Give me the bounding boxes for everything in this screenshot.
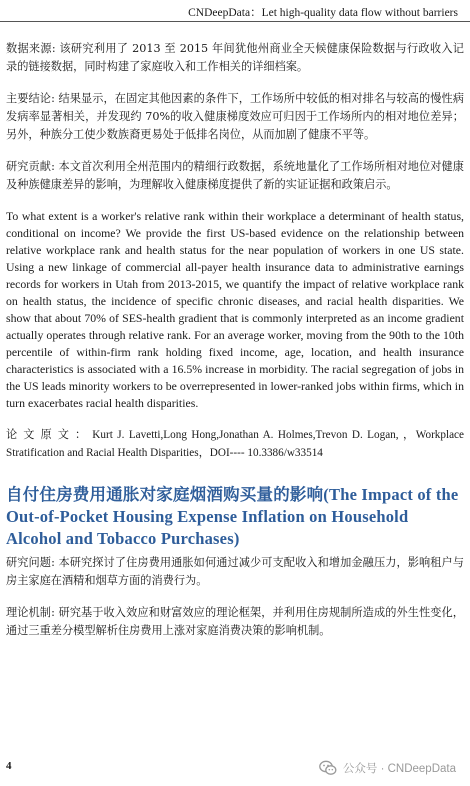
watermark <box>319 760 456 776</box>
header-divider <box>0 21 470 22</box>
wechat-icon <box>319 760 337 776</box>
citation-paragraph: 论 文 原 文 ： Kurt J. Lavetti,Long Hong,Jonathan A. Holmes,Trevon D. Logan, ，Workplace Stratification and Racial Health Disparities，DOI---- 10.3386/w33514 <box>6 429 464 459</box>
page-content <box>6 40 464 654</box>
page-number: 4 <box>6 760 12 772</box>
main-conclusion-paragraph: 主要结论: 结果显示，在固定其他因素的条件下，工作场所中较低的相对排名与较高的慢性病发病率显著相关，并发现约 70%的收入健康梯度效应可归因于工作场所内的相对地位差异；另外，种族分工使少数族裔更易处于低排名岗位，从而加剧了健康不平等。 <box>6 92 464 141</box>
theoretical-mechanism-paragraph: 理论机制: 研究基于收入效应和财富效应的理论框架，并利用住房规制所造成的外生性变化，通过三重差分模型解析住房费用上涨对家庭消费决策的影响机制。 <box>6 606 464 637</box>
watermark-text: 公众号 · CNDeepData <box>342 763 456 775</box>
section-title: 自付住房费用通胀对家庭烟酒购买量的影响(The Impact of the Out-of-Pocket Housing Expense Inflation on Household Alcohol and Tobacco Purchases) <box>6 485 459 548</box>
data-source-paragraph: 数据来源: 该研究利用了 2013 至 2015 年间犹他州商业全天候健康保险数据与行政收入记录的链接数据，同时构建了家庭收入和工作相关的详细档案。 <box>6 42 464 73</box>
english-abstract-paragraph: To what extent is a worker's relative rank within their workplace a determinant of health status, conditional on income? We provide the first US-based evidence on the relationship between relative workplace rank and health status for the near population of workers in one US state. Using a new linkage of commercial all-payer health insurance data to administrative earnings records for workers in Utah from 2013-2015, we quantify the impact of relative workplace rank on health status, the incidence of specific chronic diseases, and racial health disparities. We show that about 70% of SES-health gradient that is commonly interpreted as an income gradient actually operates through relative rank. For an average worker, moving from the 90th to the 10th percentile of within-firm rank holding fixed income, age, location, and health insurance characteristics is associated with a 16.5% increase in morbidity. The racial segregation of jobs in the US leads minority workers to be overrepresented in lower-ranked jobs within firms, which in turn exacerbates racial health disparities. <box>6 209 464 410</box>
contribution-paragraph: 研究贡献: 本文首次利用全州范围内的精细行政数据，系统地量化了工作场所相对地位对健康及种族健康差异的影响，为理解收入健康梯度提供了新的实证证据和政策启示。 <box>6 160 464 191</box>
research-question-paragraph: 研究问题: 本研究探讨了住房费用通胀如何通过减少可支配收入和增加金融压力，影响租户与房主家庭在酒精和烟草方面的消费行为。 <box>6 556 464 587</box>
page-header: CNDeepData：Let high-quality data flow without barriers <box>188 7 458 19</box>
